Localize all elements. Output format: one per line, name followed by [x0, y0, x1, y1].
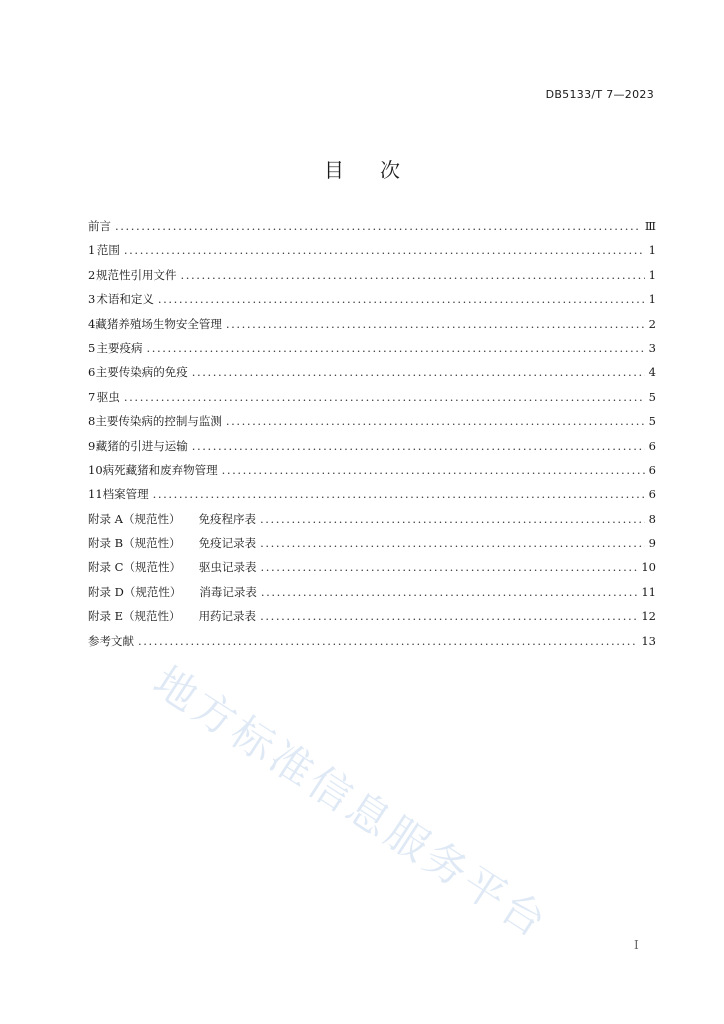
toc-entry-label: 术语和定义 [96, 292, 154, 307]
toc-entry-label: 参考文献 [88, 633, 134, 648]
toc-entry-number: 4 [88, 316, 96, 331]
toc-entry-label [88, 584, 257, 600]
toc-leader-dots [226, 317, 645, 331]
appendix-subtitle: 免疫记录表 [198, 536, 257, 551]
toc-entry-page: 12 [641, 609, 656, 624]
toc-leader-dots [260, 560, 637, 574]
toc-leader-dots [226, 414, 645, 428]
toc-entry-label: 藏猪养殖场生物安全管理 [95, 316, 222, 331]
toc-entry-number: 2 [88, 267, 96, 282]
toc-entry-2[interactable] [88, 267, 656, 291]
toc-entry-page: 1 [648, 243, 656, 258]
toc-leader-dots [158, 292, 645, 306]
toc-entry-number: 8 [88, 414, 96, 429]
toc-entry-number: 9 [88, 438, 96, 453]
toc-leader-dots [124, 390, 645, 404]
toc-entry-label: 规范性引用文件 [95, 267, 177, 282]
toc-entry-page: 8 [648, 511, 656, 526]
toc-entry-appendix-a[interactable] [88, 511, 656, 535]
toc-entry-page: 6 [648, 462, 656, 477]
toc-leader-dots [260, 536, 645, 550]
toc-leader-dots [192, 365, 645, 379]
toc-entry-page: 11 [641, 584, 656, 599]
appendix-title: 附录 B（规范性） [88, 536, 181, 551]
toc-leader-dots [124, 243, 645, 257]
toc-entry-number: 3 [88, 292, 96, 307]
toc-entry-number: 6 [88, 365, 96, 380]
watermark: 地方标准信息服务平台 [144, 656, 558, 949]
toc-entry-label: 档案管理 [102, 487, 149, 502]
appendix-subtitle: 免疫程序表 [198, 511, 256, 526]
toc-entry-4[interactable] [88, 316, 656, 340]
toc-entry-label [88, 535, 256, 551]
toc-entry-label: 主要疫病 [96, 340, 143, 355]
appendix-title: 附录 A（规范性） [88, 511, 181, 526]
toc-entry-label: 范围 [96, 243, 120, 258]
toc-entry-page: 6 [648, 438, 656, 453]
page-number: I [634, 938, 639, 952]
toc-entry-page: 1 [648, 292, 656, 307]
toc-title-char-2: 次 [380, 158, 400, 182]
toc-entry-label: 驱虫 [96, 389, 120, 404]
toc-entry-appendix-d[interactable] [88, 584, 656, 608]
toc-title-char-1: 目 [324, 158, 344, 182]
toc-entry-label: 前言 [88, 219, 111, 233]
toc-entry-10[interactable] [88, 462, 656, 486]
toc-entry-label [88, 559, 256, 575]
toc-entry-page: 6 [648, 487, 656, 502]
toc-entry-appendix-e[interactable] [88, 608, 656, 632]
toc-entry-foreword[interactable] [88, 218, 656, 242]
toc-leader-dots [192, 439, 645, 453]
toc-entry-label: 病死藏猪和废弃物管理 [102, 462, 218, 477]
toc-leader-dots [147, 341, 645, 355]
toc-entry-8[interactable] [88, 413, 656, 437]
toc-entry-label: 主要传染病的控制与监测 [95, 414, 222, 429]
toc-entry-page: 4 [648, 365, 656, 380]
toc-entry-page: 5 [648, 389, 656, 404]
toc-entry-bibliography[interactable] [88, 633, 656, 657]
toc-leader-dots [261, 585, 637, 599]
toc-entry-page: 13 [641, 633, 656, 648]
toc-leader-dots [153, 487, 645, 501]
appendix-subtitle: 消毒记录表 [199, 584, 257, 599]
toc-title [0, 154, 724, 183]
toc-entry-appendix-c[interactable] [88, 559, 656, 583]
appendix-subtitle: 用药记录表 [198, 609, 257, 624]
toc-entry-page: 1 [648, 267, 656, 282]
toc-entry-5[interactable] [88, 340, 656, 364]
toc-entry-number: 7 [88, 389, 96, 404]
toc-entry-3[interactable] [88, 291, 656, 315]
toc-entry-number: 5 [88, 340, 96, 355]
toc-leader-dots [180, 268, 644, 282]
toc-entry-number: 10 [88, 462, 103, 477]
toc-entry-9[interactable] [88, 438, 656, 462]
document-code: DB5133/T 7—2023 [545, 88, 654, 101]
toc-leader-dots [115, 219, 641, 233]
toc-entry-page: 2 [648, 316, 656, 331]
toc-entry-label [88, 511, 256, 527]
appendix-subtitle: 驱虫记录表 [198, 560, 257, 575]
toc-entry-appendix-b[interactable] [88, 535, 656, 559]
toc-entry-number: 11 [88, 487, 103, 502]
toc-entry-7[interactable] [88, 389, 656, 413]
toc-entry-page: 9 [648, 536, 656, 551]
toc-entry-6[interactable] [88, 364, 656, 388]
toc-entry-label: 藏猪的引进与运输 [95, 438, 188, 453]
appendix-title: 附录 E（规范性） [88, 609, 181, 624]
toc-entry-page: 5 [648, 414, 656, 429]
toc-entry-page: Ⅲ [644, 219, 656, 233]
appendix-title: 附录 C（规范性） [88, 560, 181, 575]
toc-leader-dots [260, 609, 637, 623]
toc-entry-label [88, 608, 256, 624]
toc-leader-dots [222, 463, 645, 477]
toc-entry-number: 1 [88, 243, 96, 258]
appendix-title: 附录 D（规范性） [88, 584, 182, 599]
toc-list [88, 218, 656, 657]
toc-entry-page: 3 [648, 340, 656, 355]
toc-leader-dots [138, 634, 637, 648]
toc-entry-page: 10 [641, 560, 656, 575]
toc-leader-dots [260, 512, 645, 526]
toc-entry-label: 主要传染病的免疫 [95, 365, 188, 380]
toc-entry-1[interactable] [88, 242, 656, 266]
toc-entry-11[interactable] [88, 486, 656, 510]
